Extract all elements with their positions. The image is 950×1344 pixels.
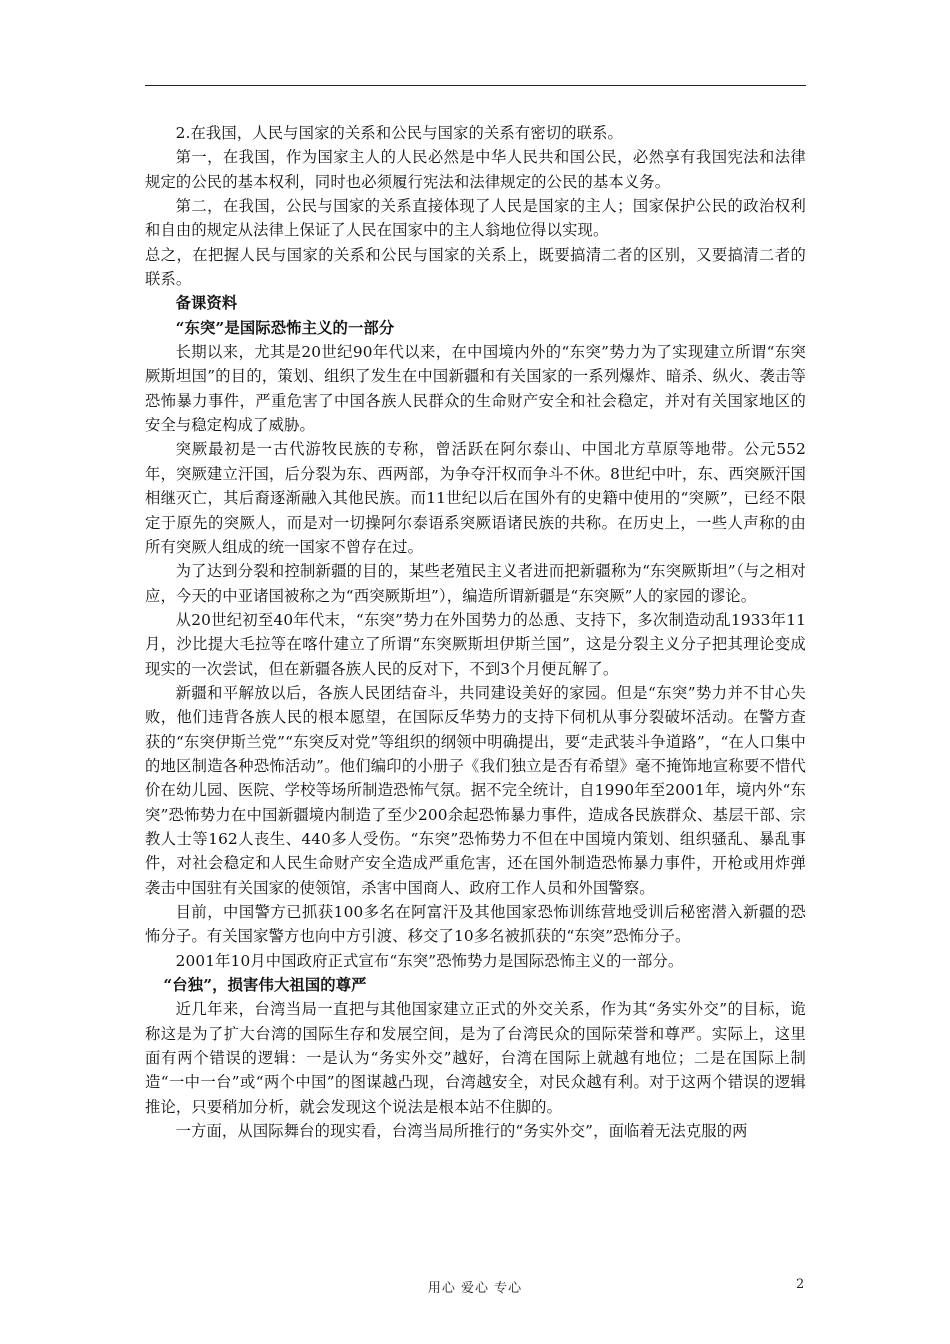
header-rule <box>145 85 806 86</box>
page-number: 2 <box>796 1277 805 1292</box>
paragraph: 目前，中国警方已抓获100多名在阿富汗及其他国家恐怖训练营地受训后秘密潜入新疆的恐怖分子。有关国家警方也向中方引渡、移交了10多名被抓获的“东突”恐怖分子。 <box>145 903 806 946</box>
section-heading: “台独”，损害伟大祖国的尊严 <box>163 976 367 995</box>
document-body <box>145 121 806 1143</box>
paragraph: 总之，在把握人民与国家的关系和公民与国家的关系上，既要搞清二者的区别，又要搞清二者的联系。 <box>145 245 806 289</box>
paragraph: 第二，在我国，公民与国家的关系直接体现了人民是国家的主人；国家保护公民的政治权利和自由的规定从法律上保证了人民在国家中的主人翁地位得以实现。 <box>145 197 806 240</box>
section-heading: 备课资料 <box>175 294 238 313</box>
footer-slogan: 用心 爱心 专心 <box>427 1281 523 1296</box>
paragraph: 2001年10月中国政府正式宣布“东突”恐怖势力是国际恐怖主义的一部分。 <box>175 951 684 970</box>
paragraph: 第一，在我国，作为国家主人的人民必然是中华人民共和国公民，必然享有我国宪法和法律规定的公民的基本权利，同时也必须履行宪法和法律规定的公民的基本义务。 <box>145 148 806 191</box>
section-heading: “东突”是国际恐怖主义的一部分 <box>175 318 395 337</box>
paragraph: 新疆和平解放以后，各族人民团结奋斗，共同建设美好的家园。但是“东突”势力并不甘心失败，他们违背各族人民的根本愿望，在国际反华势力的支持下伺机从事分裂破坏活动。在警方查获的“东突伊斯兰党”“东突反对党”等组织的纲领中明确提出，要“走武装斗争道路”，“在人口集中的地区制造各种恐怖活动”。他们编印的小册子《我们独立是否有希望》毫不掩饰地宣称要不惜代价在幼儿园、医院、学校等场所制造恐怖气氛。据不完全统计，自1990年至2001年，境内外“东突”恐怖势力在中国新疆境内制造了至少200余起恐怖暴力事件，造成各民族群众、基层干部、宗教人士等162人丧生、440多人受伤。“东突”恐怖势力不但在中国境内策划、组织骚乱、暴乱事件，对社会稳定和人民生命财产安全造成严重危害，还在国外制造恐怖暴力事件，开枪或用炸弹袭击中国驻有关国家的使领馆，杀害中国商人、政府工作人员和外国警察。 <box>145 683 806 897</box>
paragraph: 长期以来，尤其是20世纪90年代以来，在中国境内外的“东突”势力为了实现建立所谓“东突厥斯坦国”的目的，策划、组织了发生在中国新疆和有关国家的一系列爆炸、暗杀、纵火、袭击等恐怖暴力事件，严重危害了中国各族人民群众的生命财产安全和社会稳定，并对有关国家地区的安全与稳定构成了威胁。 <box>145 343 806 435</box>
paragraph: 突厥最初是一古代游牧民族的专称，曾活跃在阿尔泰山、中国北方草原等地带。公元552年，突厥建立汗国，后分裂为东、西两部，为争夺汗权而争斗不休。8世纪中叶，东、西突厥汗国相继灭亡，其后裔逐渐融入其他民族。而11世纪以后在国外有的史籍中使用的“突厥”，已经不限定于原先的突厥人，而是对一切操阿尔泰语系突厥语诸民族的共称。在历史上，一些人声称的由所有突厥人组成的统一国家不曾存在过。 <box>145 440 806 556</box>
paragraph: 从20世纪初至40年代末，“东突”势力在外国势力的怂恿、支持下，多次制造动乱1933年11月，沙比提大毛拉等在喀什建立了所谓“东突厥斯坦伊斯兰国”，这是分裂主义分子把其理论变成现实的一次尝试，但在新疆各族人民的反对下，不到3个月便瓦解了。 <box>145 610 806 678</box>
paragraph: 2.在我国，人民与国家的关系和公民与国家的关系有密切的联系。 <box>175 124 624 142</box>
paragraph: 近几年来，台湾当局一直把与其他国家建立正式的外交关系，作为其“务实外交”的目标，诡称这是为了扩大台湾的国际生存和发展空间，是为了台湾民众的国际荣誉和尊严。实际上，这里面有两个错误的逻辑：一是认为“务实外交”越好，台湾在国际上就越有地位；二是在国际上制造“一中一台”或“两个中国”的图谋越凸现，台湾越安全，对民众越有利。对于这两个错误的逻辑推论，只要稍加分析，就会发现这个说法是根本站不住脚的。 <box>145 1000 806 1116</box>
paragraph: 为了达到分裂和控制新疆的目的，某些老殖民主义者进而把新疆称为“东突厥斯坦”（与之相对应，今天的中亚诸国被称之为“西突厥斯坦”），编造所谓新疆是“东突厥”人的家园的谬论。 <box>145 562 806 605</box>
paragraph: 一方面，从国际舞台的现实看，台湾当局所推行的“务实外交”，面临着无法克服的两 <box>175 1122 748 1141</box>
